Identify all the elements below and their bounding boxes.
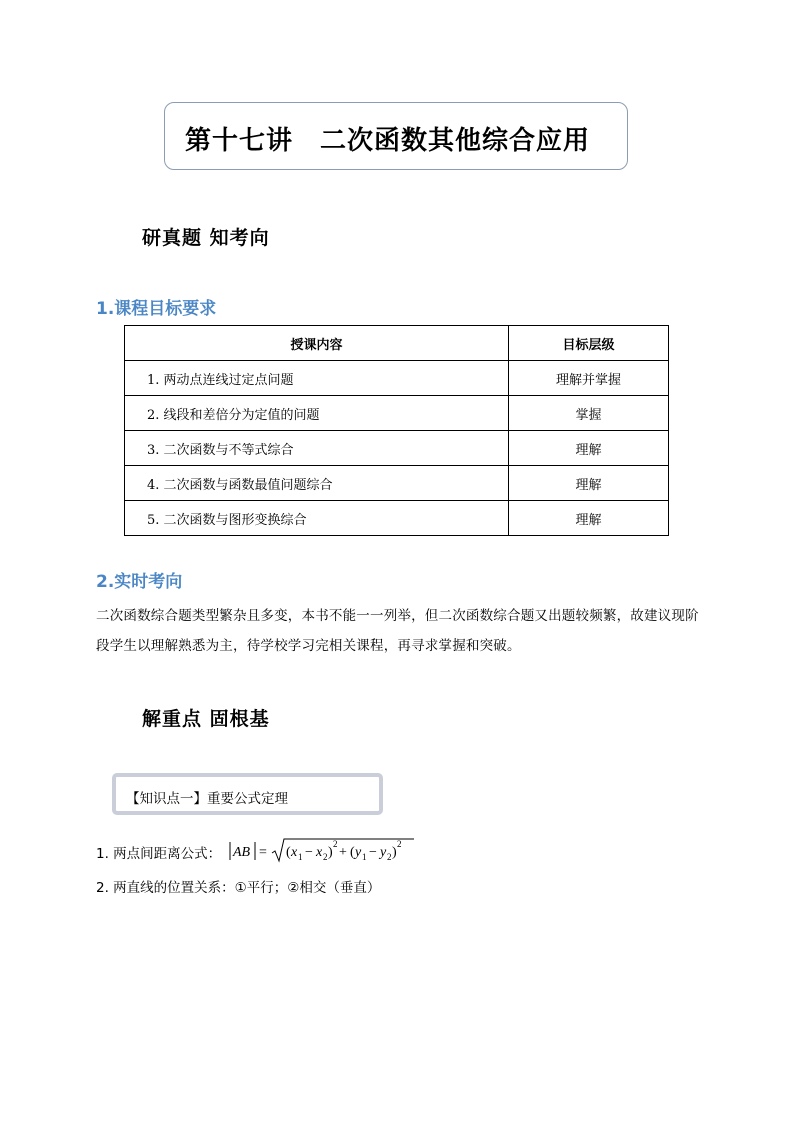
goals-table	[124, 325, 669, 536]
svg-text:+: +	[339, 845, 347, 860]
row-content: 4. 二次函数与函数最值问题综合	[125, 466, 509, 501]
svg-text:y: y	[355, 845, 362, 860]
svg-text:1: 1	[362, 852, 367, 862]
row-level: 理解	[509, 466, 669, 501]
exam-paragraph: 二次函数综合题类型繁杂且多变，本书不能一一列举，但二次函数综合题又出题较频繁，故建议现阶段学生以理解熟悉为主，待学校学习完相关课程，再寻求掌握和突破。	[96, 608, 699, 654]
row-level: 理解	[509, 501, 669, 536]
knowledge-point-label: 【知识点一】重要公式定理	[126, 791, 288, 807]
row-level: 理解	[509, 431, 669, 466]
row-content: 3. 二次函数与不等式综合	[125, 431, 509, 466]
svg-text:(: (	[286, 845, 291, 860]
section-heading-key-points: 解重点 固根基	[142, 708, 270, 730]
row-content: 1. 两动点连线过定点问题	[125, 361, 509, 396]
svg-text:): )	[328, 845, 333, 860]
table-row	[125, 466, 669, 501]
title-box	[164, 102, 628, 170]
svg-text:=: =	[259, 845, 267, 860]
line-relation-text: 2. 两直线的位置关系：①平行；②相交（垂直）	[96, 880, 381, 896]
row-level: 理解并掌握	[509, 361, 669, 396]
table-row	[125, 396, 669, 431]
svg-text:y: y	[380, 845, 387, 860]
svg-text:2: 2	[387, 852, 392, 862]
table-header-row	[125, 326, 669, 361]
distance-formula	[228, 836, 418, 866]
svg-text:): )	[392, 845, 397, 860]
svg-text:x: x	[316, 845, 323, 860]
svg-text:1: 1	[298, 852, 303, 862]
exam-heading: 2.实时考向	[96, 572, 183, 592]
column-header-level: 目标层级	[509, 326, 669, 361]
section-heading-research: 研真题 知考向	[142, 227, 270, 249]
row-content: 5. 二次函数与图形变换综合	[125, 501, 509, 536]
svg-text:2: 2	[323, 852, 328, 862]
row-content: 2. 线段和差倍分为定值的问题	[125, 396, 509, 431]
distance-formula-label: 1. 两点间距离公式：	[96, 846, 222, 862]
svg-text:2: 2	[333, 839, 338, 849]
column-header-content: 授课内容	[125, 326, 509, 361]
svg-text:(: (	[350, 845, 355, 860]
row-level: 掌握	[509, 396, 669, 431]
knowledge-point-box	[112, 773, 383, 815]
svg-text:−: −	[305, 845, 313, 860]
svg-text:2: 2	[397, 839, 402, 849]
svg-text:AB: AB	[233, 845, 251, 860]
goals-heading: 1.课程目标要求	[96, 299, 217, 319]
svg-text:−: −	[369, 845, 377, 860]
svg-text:x: x	[291, 845, 298, 860]
table-row	[125, 361, 669, 396]
table-row	[125, 431, 669, 466]
table-row	[125, 501, 669, 536]
page-title: 第十七讲 二次函数其他综合应用	[185, 126, 591, 156]
